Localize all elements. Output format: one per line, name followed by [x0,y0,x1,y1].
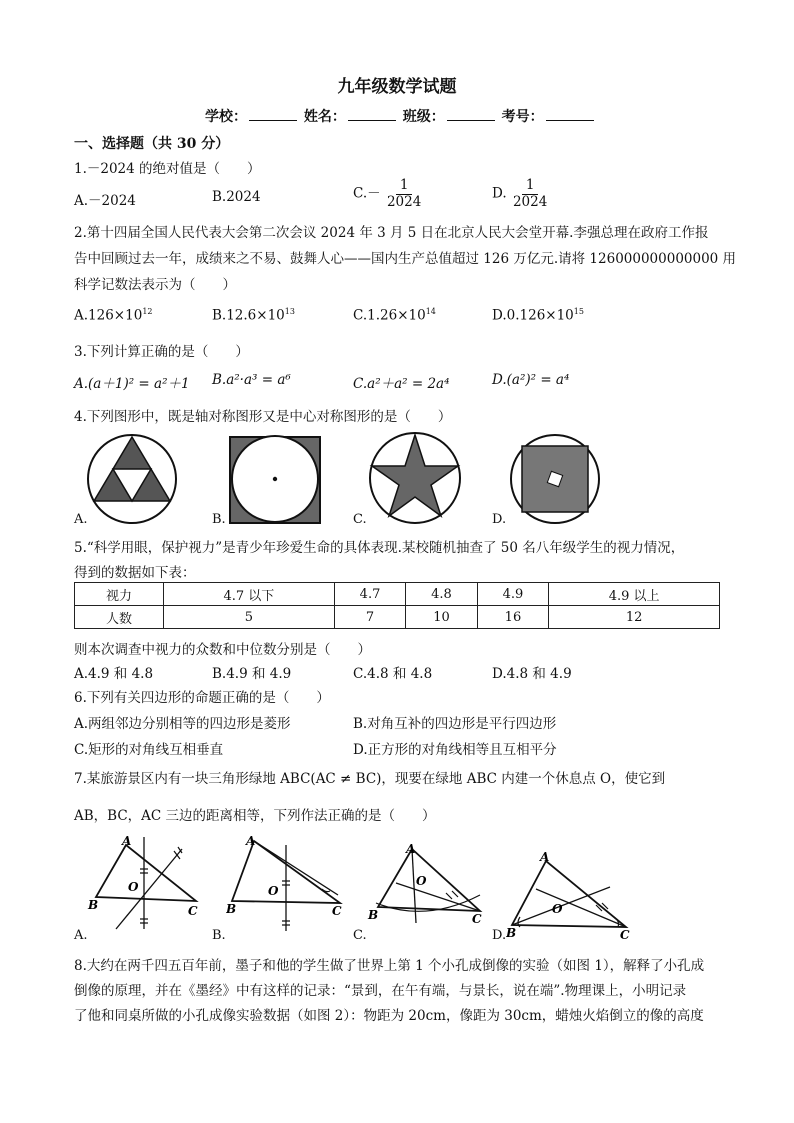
q1-option-c [353,178,423,210]
q5-line2: 得到的数据如下表： [74,565,196,581]
class-label: 班级： [402,109,445,125]
q7-d-vertex-a: A [540,850,550,864]
q3-option-d: D.(a²)² = a⁴ [492,372,570,388]
table-row [75,606,720,629]
q4-stem: 4.下列图形中，既是轴对称图形又是中心对称图形的是（ ） [74,409,452,425]
table-cell: 人数 [75,606,164,629]
q7-c-point-o: O [416,874,427,888]
q7-b-point-o: O [268,884,279,898]
q2-b-exp: 13 [284,307,295,316]
q1-c-num: 1 [396,178,413,195]
q6-option-a: A.两组邻边分别相等的四边形是菱形 [74,716,291,732]
q7-b-vertex-b: B [226,902,237,916]
q7-a-vertex-b: B [88,898,99,912]
q2-option-a [74,307,153,324]
q7-b-vertex-a: A [246,835,256,848]
q2-b-base: B.12.6×10 [212,307,285,324]
school-blank[interactable] [249,106,297,121]
q4-figure-d [506,433,606,525]
vision-table [74,582,720,629]
q6-stem: 6.下列有关四边形的命题正确的是（ ） [74,690,330,706]
section-heading: 一、选择题（共 30 分） [74,136,230,152]
q4-figure-a [84,433,184,525]
q2-c-base: C.1.26×10 [353,307,426,324]
q4-label-a: A. [74,512,88,527]
q7-line2: AB，BC，AC 三边的距离相等，下列作法正确的是（ ） [74,808,436,824]
q1-option-a: A.－2024 [74,193,136,209]
q2-d-base: D.0.126×10 [492,307,574,324]
table-cell: 10 [406,606,477,629]
q7-a-vertex-c: C [188,904,198,918]
q7-line1: 7.某旅游景区内有一块三角形绿地 ABC(AC ≠ BC)，现要在绿地 ABC 内建一个休息点 O，使它到 [74,771,666,787]
q5-line1: 5.“科学用眼，保护视力”是青少年珍爱生命的具体表现.某校随机抽查了 50 名八年级学生的视力情况， [74,540,685,556]
q6-option-b: B.对角互补的四边形是平行四边形 [353,716,557,732]
q5-option-b: B.4.9 和 4.9 [212,666,292,682]
table-cell: 视力 [75,583,164,606]
q2-a-base: A.126×10 [74,307,143,324]
table-row [75,583,720,606]
q1-d-num: 1 [522,178,539,195]
q1-option-d [492,178,549,210]
q7-c-vertex-a: A [406,843,416,856]
q7-c-vertex-c: C [472,912,482,926]
q2-line2: 告中回顾过去一年，成绩来之不易、鼓舞人心——国内生产总值超过 126 万亿元.请将 126000000000000 用 [74,251,737,267]
table-cell: 16 [477,606,548,629]
q3-stem: 3.下列计算正确的是（ ） [74,344,249,360]
table-cell: 4.8 [406,583,477,606]
q4-label-c: C. [353,512,367,527]
table-cell: 4.7 [334,583,405,606]
q5-option-c: C.4.8 和 4.8 [353,666,433,682]
q1-c-fraction [385,178,423,210]
name-blank[interactable] [348,106,396,121]
q7-figure-b [226,835,346,933]
q7-figure-d [506,847,634,939]
q7-label-c: C. [353,928,367,943]
q4-label-d: D. [492,512,507,527]
q7-label-a: A. [74,928,88,943]
q5-option-d: D.4.8 和 4.9 [492,666,572,682]
q4-label-b: B. [212,512,226,527]
class-blank[interactable] [447,106,495,121]
q7-d-point-o: O [552,902,563,916]
q7-a-vertex-a: A [122,834,132,848]
name-label: 姓名： [303,109,346,125]
q7-d-vertex-b: B [506,926,517,939]
q7-a-point-o: O [128,880,139,894]
page-title: 九年级数学试题 [337,77,457,97]
table-cell: 5 [164,606,335,629]
school-label: 学校： [205,109,247,125]
q2-c-exp: 14 [425,307,436,316]
q1-c-den: 2024 [386,193,422,210]
q1-d-den: 2024 [512,193,548,210]
q7-figure-a [86,833,202,933]
q7-c-vertex-b: B [368,908,379,922]
q2-a-exp: 12 [142,307,153,316]
q2-option-c [353,307,436,324]
q3-option-b: B.a²·a³ = a⁶ [212,372,291,388]
q2-line3: 科学记数法表示为（ ） [74,277,236,293]
q2-option-d [492,307,584,324]
table-cell: 4.9 以上 [549,583,720,606]
q6-option-c: C.矩形的对角线互相垂直 [74,742,224,758]
q2-option-b [212,307,295,324]
q1-stem: 1.－2024 的绝对值是（ ） [74,161,261,177]
q1-d-prefix: D. [492,185,507,202]
q7-d-vertex-c: C [620,928,630,939]
q2-d-exp: 15 [573,307,584,316]
table-cell: 7 [334,606,405,629]
q7-label-b: B. [212,928,226,943]
q4-figure-b [226,433,326,525]
q5-option-a: A.4.9 和 4.8 [74,666,154,682]
q1-d-fraction [511,178,549,210]
number-label: 考号： [501,109,544,125]
q8-line2: 倒像的原理，并在《墨经》中有这样的记录：“景到，在午有端，与景长，说在端”.物理课上，小明记录 [74,983,687,999]
table-cell: 12 [549,606,720,629]
q1-option-b: B.2024 [212,189,261,205]
q7-figure-c [366,843,490,935]
q3-option-c: C.a²＋a² = 2a⁴ [353,376,450,392]
q7-label-d: D. [492,928,507,943]
q7-b-vertex-c: C [332,904,342,918]
table-cell: 4.9 [477,583,548,606]
q6-option-d: D.正方形的对角线相等且互相平分 [353,742,557,758]
q8-line1: 8.大约在两千四五百年前，墨子和他的学生做了世界上第 1 个小孔成倒像的实验（如图 1），解释了小孔成 [74,958,705,974]
q3-option-a: A.(a＋1)² = a²＋1 [74,376,190,392]
table-cell: 4.7 以下 [164,583,335,606]
student-info [205,106,596,126]
q2-line1: 2.第十四届全国人民代表大会第二次会议 2024 年 3 月 5 日在北京人民大会堂开幕.李强总理在政府工作报 [74,225,709,241]
q5-question: 则本次调查中视力的众数和中位数分别是（ ） [74,642,371,658]
number-blank[interactable] [546,106,594,121]
q1-c-prefix: C.－ [353,185,381,202]
q4-figure-c [366,431,466,525]
q8-line3: 了他和同桌所做的小孔成像实验数据（如图 2）：物距为 20cm，像距为 30cm，蜡烛火焰倒立的像的高度 [74,1008,704,1024]
